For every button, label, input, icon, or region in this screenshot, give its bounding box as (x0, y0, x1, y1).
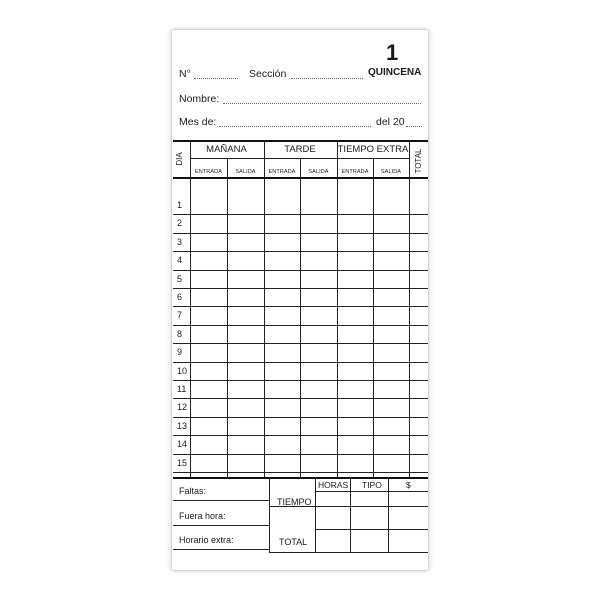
subheader-entrada: ENTRADA (268, 169, 296, 175)
total-header: TOTAL (414, 148, 423, 174)
period-label: QUINCENA (368, 67, 422, 78)
day-header: DIA (175, 152, 184, 166)
horario-extra-line (173, 549, 269, 550)
horario-extra-label: Horario extra: (179, 535, 234, 545)
table-bottom-rule (173, 477, 428, 479)
footer-bottom-line (269, 552, 428, 553)
fuera-hora-line (173, 525, 269, 526)
year-field[interactable] (406, 126, 422, 127)
footer-tipo-col-line (388, 478, 389, 553)
day-number: 5 (177, 273, 183, 284)
group-col-line (337, 141, 338, 477)
sub-col-line (300, 159, 301, 477)
day-col-line (190, 141, 191, 477)
year-label: del 20 (376, 116, 405, 128)
group-tiempo-extra: TIEMPO EXTRA (337, 144, 409, 155)
faltas-label: Faltas: (179, 486, 207, 496)
card-number: 1 (386, 40, 399, 65)
section-field[interactable] (291, 78, 363, 79)
footer-split-line (269, 478, 270, 553)
day-number: 8 (177, 328, 183, 339)
day-number: 12 (177, 402, 188, 413)
day-number: 1 (177, 200, 183, 210)
sub-col-line (373, 159, 374, 477)
tipo-header: TIPO (362, 480, 382, 490)
subheader-entrada: ENTRADA (195, 169, 222, 175)
subheader-salida: SALIDA (380, 169, 402, 175)
month-field[interactable] (219, 126, 371, 127)
day-number: 4 (177, 255, 183, 266)
day-number: 14 (177, 439, 188, 450)
footer-label-col-line (315, 478, 316, 553)
total-label: TOTAL (279, 537, 308, 547)
day-number: 7 (177, 310, 183, 321)
subheader-salida: SALIDA (308, 169, 329, 175)
day-number: 6 (177, 292, 183, 302)
footer-horas-col-line (350, 478, 351, 553)
sub-col-line (227, 159, 228, 477)
day-number: 11 (177, 384, 187, 394)
day-number: 15 (177, 457, 188, 468)
group-col-line (264, 141, 265, 477)
footer-header-line (315, 491, 428, 492)
subheader-entrada: ENTRADA (341, 169, 369, 175)
fuera-hora-label: Fuera hora: (179, 511, 226, 521)
tiempo-label: TIEMPO (277, 497, 312, 507)
group-tarde: TARDE (284, 144, 316, 155)
subheader-salida: SALIDA (235, 169, 256, 175)
faltas-line (173, 500, 269, 501)
name-label: Nombre: (179, 93, 220, 105)
day-number: 10 (177, 365, 188, 376)
currency-header: $ (406, 480, 411, 490)
group-manana: MAÑANA (206, 144, 247, 155)
day-number: 13 (177, 420, 188, 431)
day-number: 2 (177, 218, 183, 229)
day-number: 9 (177, 347, 183, 358)
day-number: 3 (177, 236, 183, 247)
table-top-rule (173, 140, 428, 142)
month-label: Mes de: (179, 116, 217, 128)
group-col-line (409, 141, 410, 477)
name-field[interactable] (223, 103, 421, 104)
horas-header: HORAS (318, 480, 349, 490)
footer-tiempo-line (315, 529, 428, 530)
time-card (172, 30, 428, 570)
section-label: Sección (249, 68, 287, 80)
no-field[interactable] (194, 78, 238, 79)
no-label: N° (179, 68, 191, 80)
